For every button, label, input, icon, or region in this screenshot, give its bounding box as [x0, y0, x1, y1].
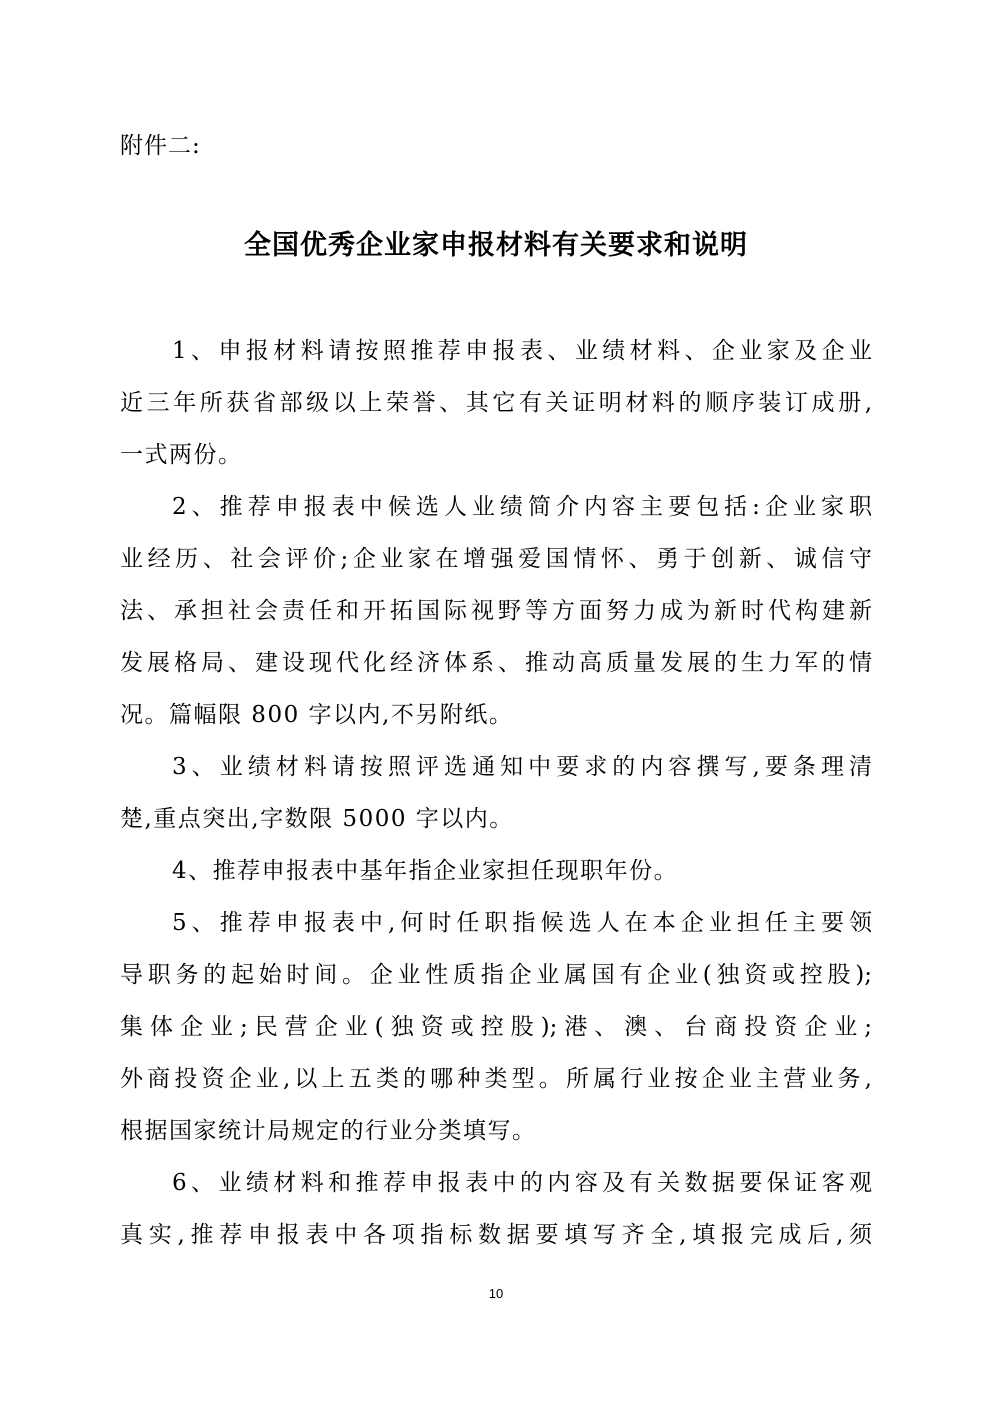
body-line: 真实,推荐申报表中各项指标数据要填写齐全,填报完成后,须: [120, 1222, 872, 1248]
document-title: 全国优秀企业家申报材料有关要求和说明: [244, 230, 748, 261]
page-number: 10: [488, 1286, 504, 1301]
body-line: 发展格局、建设现代化经济体系、推动高质量发展的生力军的情: [120, 650, 872, 676]
body-line: 集体企业;民营企业(独资或控股);港、澳、台商投资企业;: [120, 1014, 872, 1040]
body-line: 法、承担社会责任和开拓国际视野等方面努力成为新时代构建新: [120, 598, 872, 624]
body-line: 5、推荐申报表中,何时任职指候选人在本企业担任主要领: [172, 910, 872, 936]
body-line: 6、业绩材料和推荐申报表中的内容及有关数据要保证客观: [172, 1170, 872, 1196]
body-line: 近三年所获省部级以上荣誉、其它有关证明材料的顺序装订成册,: [120, 390, 872, 416]
body-line: 1、申报材料请按照推荐申报表、业绩材料、企业家及企业: [172, 338, 872, 364]
body-line: 4、推荐申报表中基年指企业家担任现职年份。: [172, 858, 679, 884]
body-line: 一式两份。: [120, 442, 243, 468]
attachment-label: 附件二:: [120, 133, 201, 159]
body-line: 2、推荐申报表中候选人业绩简介内容主要包括:企业家职: [172, 494, 872, 520]
body-line: 3、业绩材料请按照评选通知中要求的内容撰写,要条理清: [172, 754, 872, 780]
body-line: 导职务的起始时间。企业性质指企业属国有企业(独资或控股);: [120, 962, 872, 988]
body-line: 楚,重点突出,字数限 5000 字以内。: [120, 806, 514, 832]
body-line: 根据国家统计局规定的行业分类填写。: [120, 1118, 537, 1144]
body-line: 业经历、社会评价;企业家在增强爱国情怀、勇于创新、诚信守: [120, 546, 872, 572]
body-line: 外商投资企业,以上五类的哪种类型。所属行业按企业主营业务,: [120, 1066, 872, 1092]
body-line: 况。篇幅限 800 字以内,不另附纸。: [120, 702, 514, 728]
